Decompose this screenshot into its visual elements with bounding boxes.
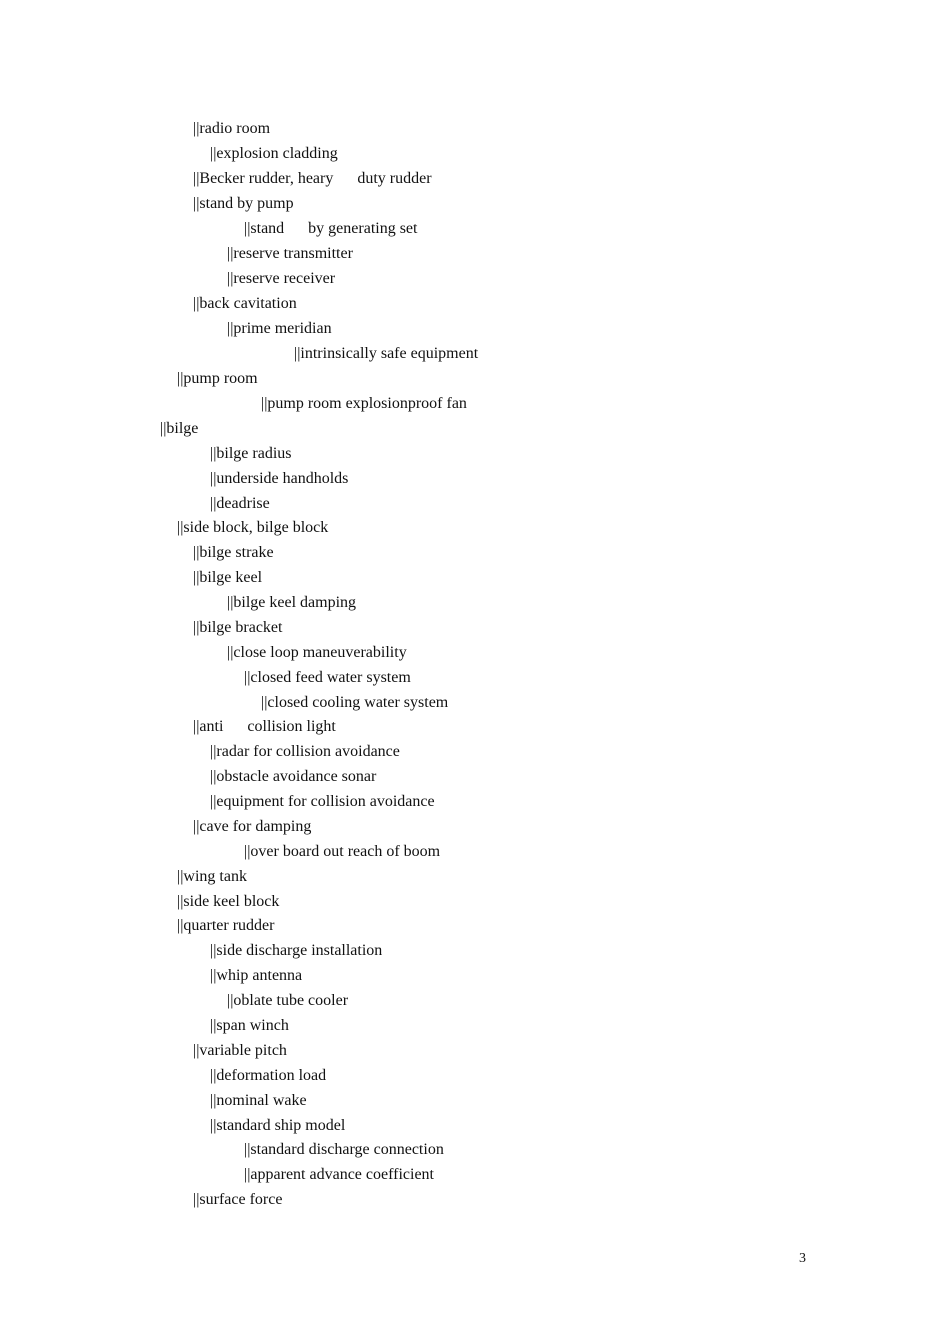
- entry-explosion-cladding: ||explosion cladding: [210, 145, 338, 162]
- entry-side-keel-block: ||side keel block: [177, 893, 280, 910]
- entry-reserve-transmitter: ||reserve transmitter: [227, 245, 353, 262]
- entry-bilge-bracket: ||bilge bracket: [193, 619, 283, 636]
- entry-reserve-receiver: ||reserve receiver: [227, 270, 336, 287]
- entry-surface-force: ||surface force: [193, 1191, 283, 1208]
- entry-whip-antenna: ||whip antenna: [210, 967, 303, 984]
- entry-intrinsically-safe-equipment: ||intrinsically safe equipment: [294, 345, 479, 362]
- entry-closed-cooling-water-system: ||closed cooling water system: [261, 694, 449, 711]
- entry-bilge-radius: ||bilge radius: [210, 445, 292, 462]
- entry-bilge-keel: ||bilge keel: [193, 569, 263, 586]
- entry-apparent-advance-coefficient: ||apparent advance coefficient: [244, 1166, 434, 1183]
- entry-oblate-tube-cooler: ||oblate tube cooler: [227, 992, 349, 1009]
- entry-underside-handholds: ||underside handholds: [210, 470, 349, 487]
- entry-closed-feed-water-system: ||closed feed water system: [244, 669, 411, 686]
- entry-bilge-strake: ||bilge strake: [193, 544, 274, 561]
- entry-variable-pitch: ||variable pitch: [193, 1042, 287, 1059]
- entry-close-loop-maneuverability: ||close loop maneuverability: [227, 644, 407, 661]
- entry-obstacle-avoidance-sonar: ||obstacle avoidance sonar: [210, 768, 377, 785]
- entry-stand-by-pump: ||stand by pump: [193, 195, 294, 212]
- entry-anti-collision-light: ||anti collision light: [193, 718, 336, 735]
- entry-side-discharge-installation: ||side discharge installation: [210, 942, 383, 959]
- entry-wing-tank: ||wing tank: [177, 868, 247, 885]
- entry-back-cavitation: ||back cavitation: [193, 295, 297, 312]
- entry-bilge-keel-damping: ||bilge keel damping: [227, 594, 357, 611]
- page-number: 3: [799, 1251, 806, 1266]
- entry-radar-for-collision-avoidance: ||radar for collision avoidance: [210, 743, 400, 760]
- entry-prime-meridian: ||prime meridian: [227, 320, 332, 337]
- entry-bilge: ||bilge: [160, 420, 199, 437]
- entry-standard-discharge-connection: ||standard discharge connection: [244, 1141, 444, 1158]
- entry-deformation-load: ||deformation load: [210, 1067, 327, 1084]
- entry-nominal-wake: ||nominal wake: [210, 1092, 307, 1109]
- entry-cave-for-damping: ||cave for damping: [193, 818, 312, 835]
- entry-quarter-rudder: ||quarter rudder: [177, 917, 275, 934]
- entry-equipment-for-collision-avoidance: ||equipment for collision avoidance: [210, 793, 435, 810]
- entry-stand-by-generating-set: ||stand by generating set: [244, 220, 418, 237]
- entry-side-block-bilge-block: ||side block, bilge block: [177, 519, 329, 536]
- entry-becker-rudder: ||Becker rudder, heary duty rudder: [193, 170, 432, 187]
- entry-radio-room: ||radio room: [193, 120, 271, 137]
- entry-span-winch: ||span winch: [210, 1017, 289, 1034]
- entry-over-board-out-reach-of-boom: ||over board out reach of boom: [244, 843, 441, 860]
- entry-deadrise: ||deadrise: [210, 495, 270, 512]
- entry-pump-room-explosionproof-fan: ||pump room explosionproof fan: [261, 395, 467, 412]
- entry-pump-room: ||pump room: [177, 370, 258, 387]
- entry-standard-ship-model: ||standard ship model: [210, 1117, 346, 1134]
